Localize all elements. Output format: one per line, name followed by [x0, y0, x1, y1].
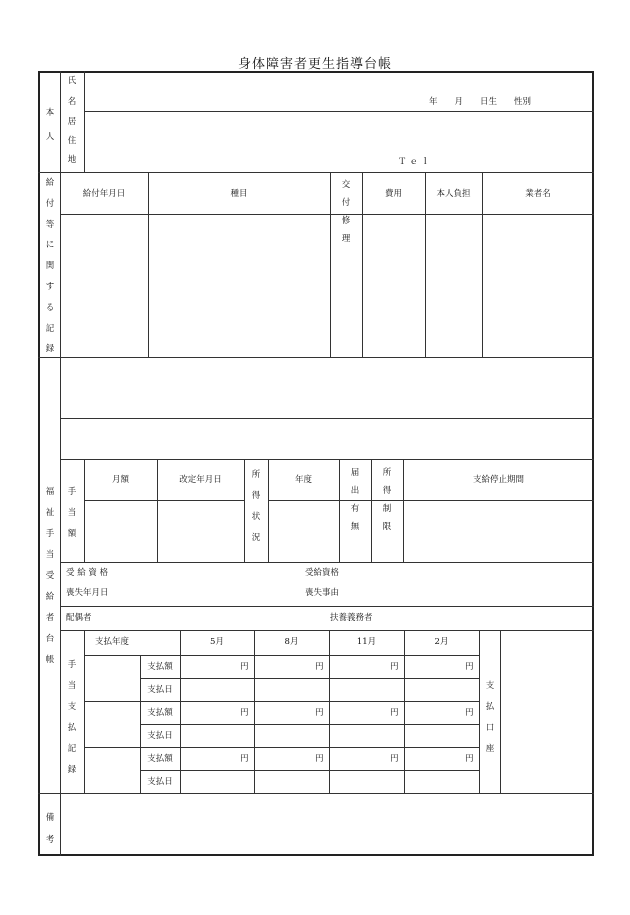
payment-date-label: 支払日: [147, 777, 173, 787]
yen-unit: 円: [390, 708, 399, 718]
header-income-status: 所 得 状 況: [251, 470, 261, 543]
yen-unit: 円: [465, 708, 474, 718]
header-month-11: 11月: [356, 637, 377, 647]
header-fiscal-year: 年度: [294, 475, 312, 485]
yen-unit: 円: [240, 708, 249, 718]
eligibility-label: 受 給 資 格: [66, 568, 109, 578]
header-cost: 費用: [384, 189, 402, 199]
header-filed: 届 出 有 無: [350, 468, 360, 532]
payment-date-label: 支払日: [147, 685, 173, 695]
page-title: 身体障害者更生指導台帳: [237, 57, 392, 72]
tel-label: Ｔｅｌ: [398, 157, 433, 167]
section-label-remarks: 備 考: [45, 813, 55, 845]
yen-unit: 円: [240, 754, 249, 764]
address-label: 居 住 地: [67, 117, 77, 165]
payment-amount-label: 支払額: [147, 708, 173, 718]
header-suspension: 支給停止期間: [472, 475, 524, 485]
yen-unit: 円: [390, 662, 399, 672]
header-income-limit: 所 得 制 限: [382, 468, 392, 532]
header-month-2: 2月: [434, 637, 449, 647]
payment-date-label: 支払日: [147, 731, 173, 741]
section-label-benefits: 給 付 等 に 関 す る 記 録: [45, 178, 55, 355]
payment-amount-label: 支払額: [147, 662, 173, 672]
header-monthly: 月額: [111, 475, 129, 485]
spouse-label: 配偶者: [66, 613, 92, 623]
yen-unit: 円: [465, 662, 474, 672]
header-item-type: 種目: [230, 189, 248, 199]
name-label: 氏 名: [67, 76, 77, 107]
allowance-label: 手 当 額: [67, 487, 77, 539]
eligibility-label-2: 受給資格: [305, 568, 340, 578]
section-label-person: 本 人: [45, 108, 55, 142]
header-self-pay: 本人負担: [436, 189, 471, 199]
yen-unit: 円: [315, 754, 324, 764]
header-issue-repair: 交 付 修 理: [341, 180, 351, 244]
header-revised-date: 改定年月日: [179, 475, 222, 485]
header-benefit-date: 給付年月日: [82, 189, 126, 199]
section-label-welfare: 福 祉 手 当 受 給 者 台 帳: [45, 487, 55, 665]
payment-record-label: 手 当 支 払 記 録: [67, 660, 77, 775]
yen-unit: 円: [240, 662, 249, 672]
payment-account-label: 支 払 口 座: [485, 681, 495, 754]
header-month-5: 5月: [210, 637, 224, 647]
yen-unit: 円: [390, 754, 399, 764]
yen-unit: 円: [315, 708, 324, 718]
loss-date-label: 喪失年月日: [66, 588, 109, 598]
birth-sex-line: 年 月 日生 性別: [429, 97, 532, 107]
header-vendor: 業者名: [525, 189, 551, 199]
payment-amount-label: 支払額: [147, 754, 173, 764]
loss-reason-label: 喪失事由: [305, 588, 340, 598]
dependent-label: 扶養義務者: [330, 613, 373, 623]
header-month-8: 8月: [284, 637, 299, 647]
yen-unit: 円: [465, 754, 474, 764]
header-payment-year: 支払年度: [94, 637, 129, 647]
yen-unit: 円: [315, 662, 324, 672]
